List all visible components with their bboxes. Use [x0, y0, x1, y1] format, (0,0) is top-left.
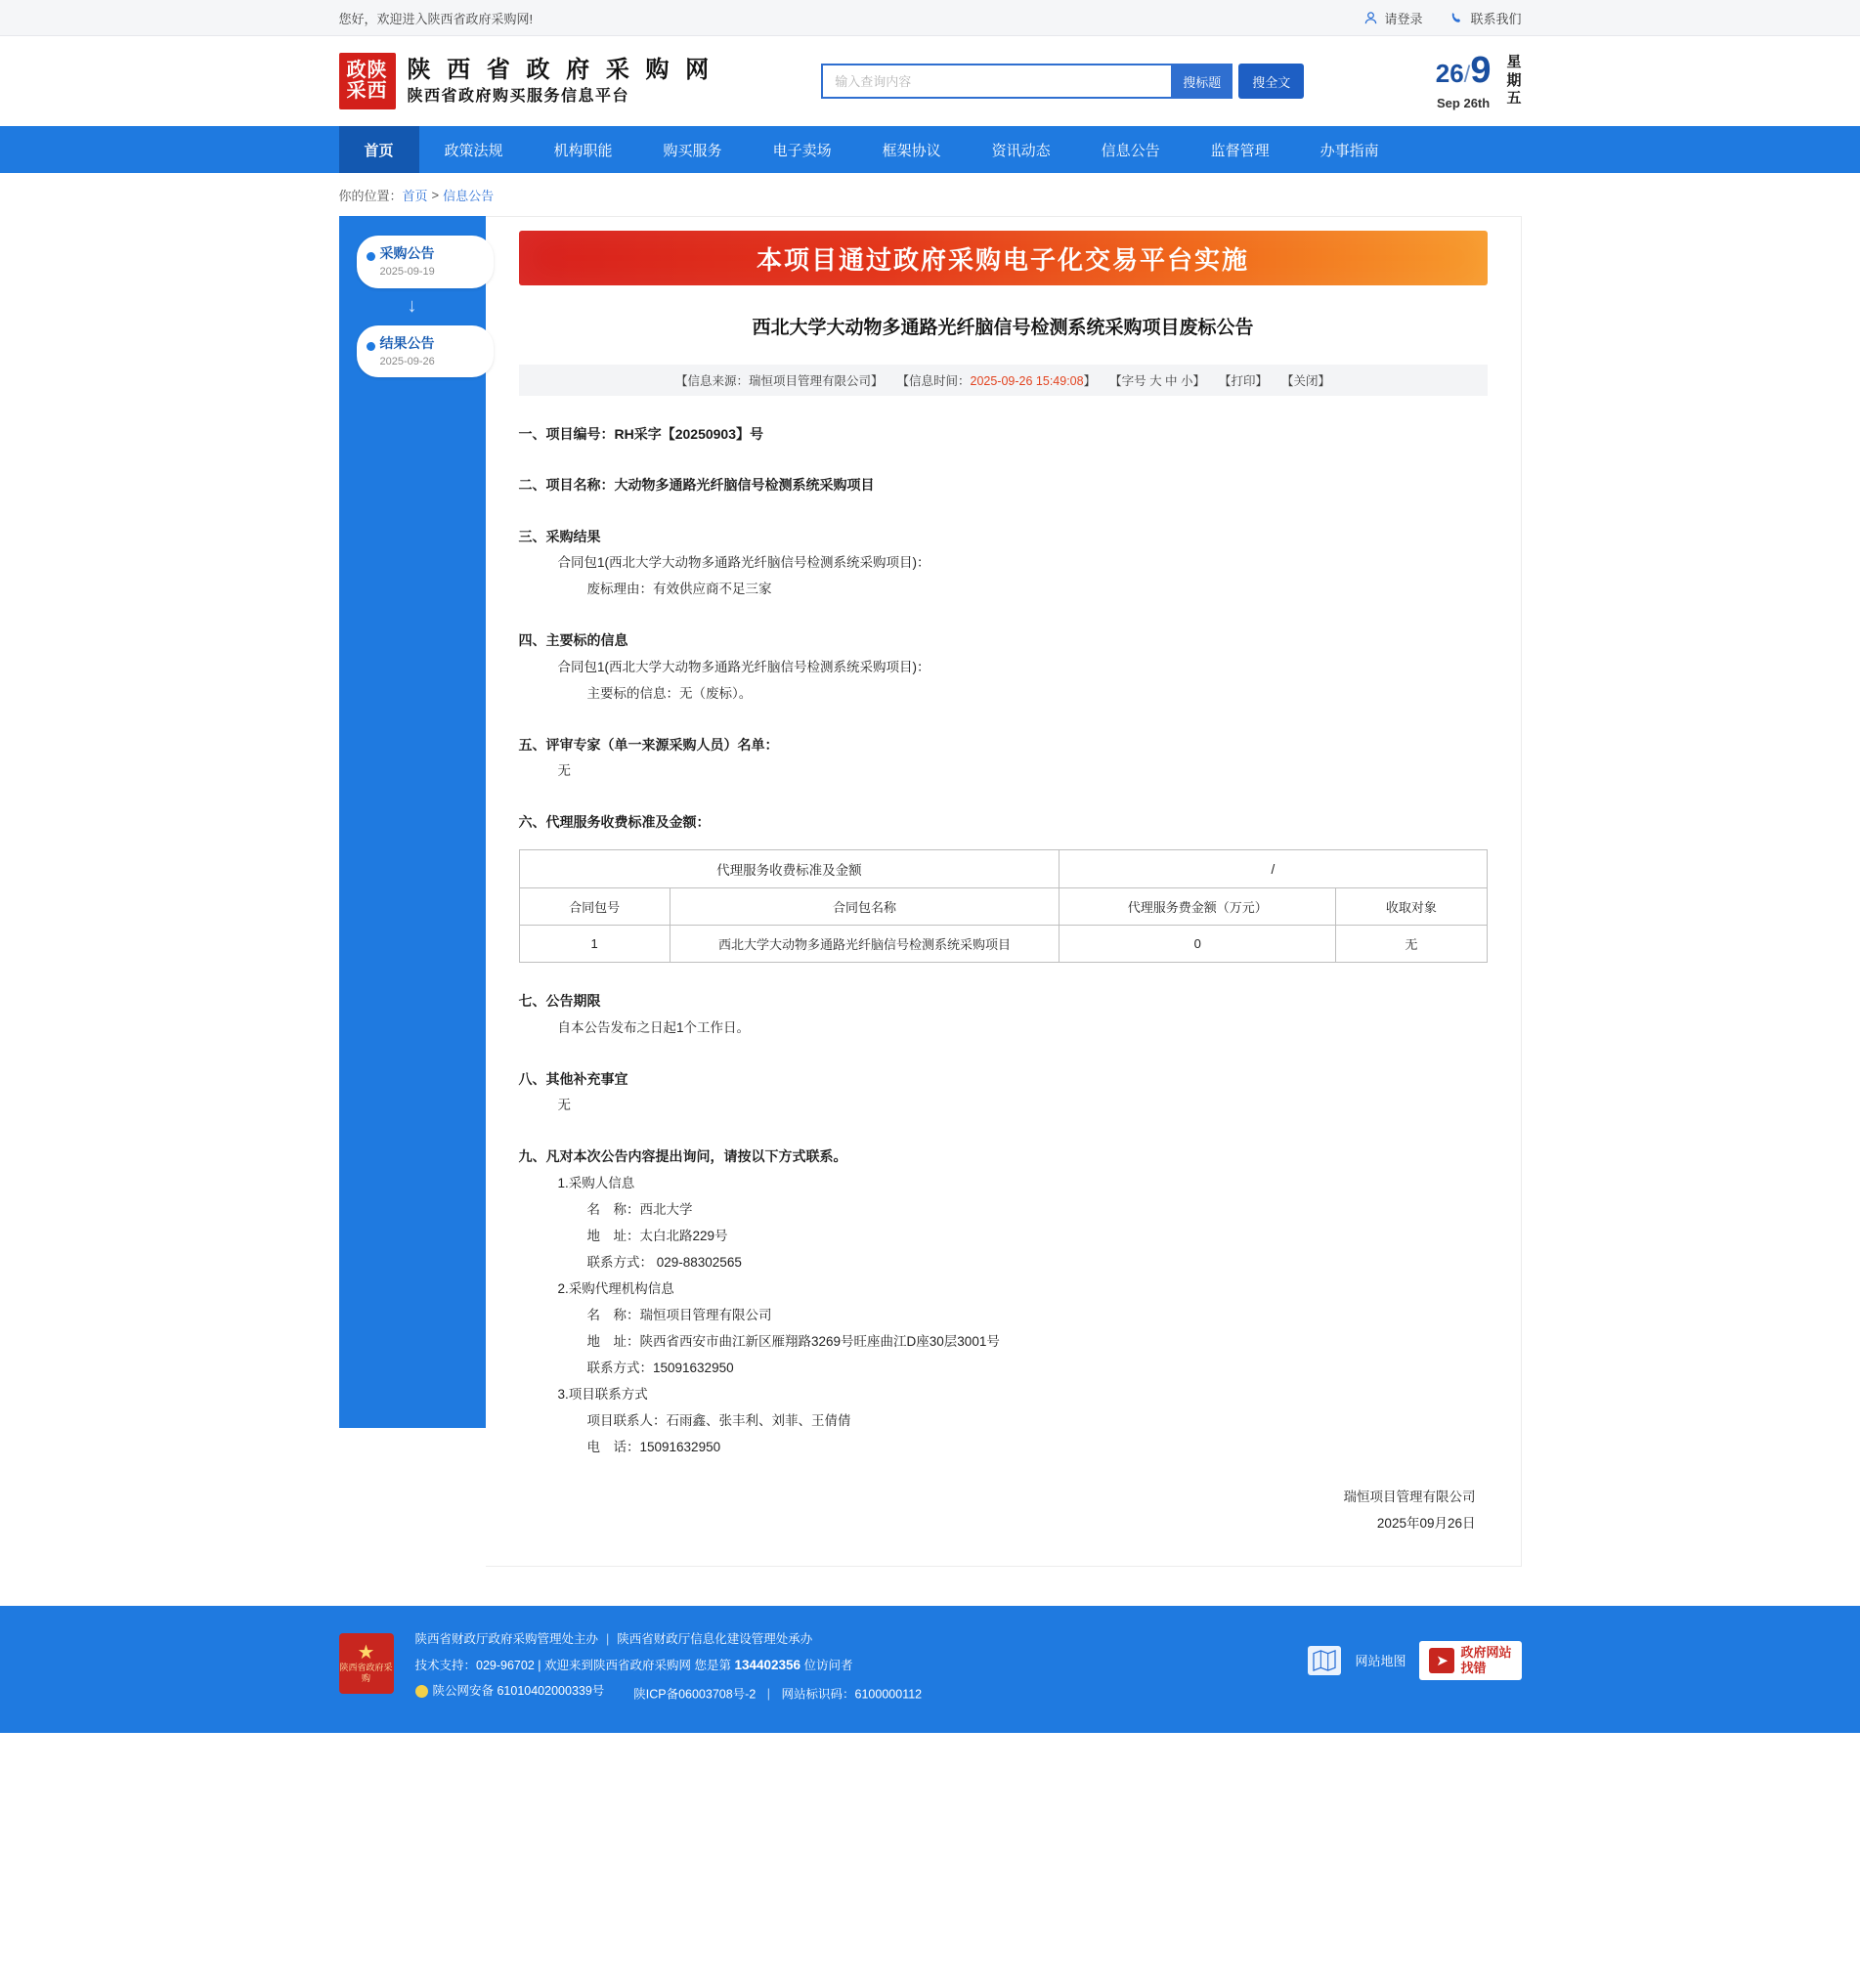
section-line: 项目联系人：石雨鑫、张丰利、刘菲、王倩倩: [586, 1412, 851, 1428]
meta-print[interactable]: 【打印】: [1219, 373, 1269, 388]
sitemap-icon[interactable]: [1308, 1646, 1341, 1675]
fee-table-cell: 1: [519, 926, 670, 963]
section-heading: 四、主要标的信息: [518, 632, 628, 649]
fee-table-cell: 0: [1060, 926, 1336, 963]
sidebar-item-date: 2025-09-19: [379, 266, 435, 278]
section-heading: 七、公告期限: [518, 993, 601, 1010]
doc-section: [519, 1066, 1488, 1119]
section-heading: 八、其他补充事宜: [518, 1070, 628, 1087]
section-heading: 五、评审专家（单一来源采购人员）名单：: [518, 736, 779, 753]
fee-table-header-cell: 代理服务费金额（万元）: [1060, 888, 1336, 926]
site-header: [0, 36, 1860, 126]
arrow-down-icon: ↓: [407, 294, 417, 317]
section-heading: 六、代理服务收费标准及金额：: [518, 814, 711, 831]
date-daymonth: 26/9: [1435, 50, 1492, 91]
section-line: 联系方式：15091632950: [586, 1360, 734, 1375]
nav-item-7[interactable]: 信息公告: [1101, 142, 1160, 159]
weekday-char2: 期: [1506, 71, 1522, 89]
welcome-text: 您好，欢迎进入陕西省政府采购网!: [338, 11, 534, 26]
phone-icon: [1449, 11, 1464, 25]
section-line: 无: [557, 763, 571, 779]
section-line: 联系方式： 029-88302565: [586, 1254, 742, 1270]
section-line: 主要标的信息：无（废标）。: [586, 685, 753, 701]
contact-label: 联系我们: [1470, 11, 1522, 26]
date-month: 9: [1470, 50, 1492, 91]
breadcrumb-current[interactable]: 信息公告: [443, 188, 495, 203]
top-bar: [0, 0, 1860, 36]
icp-link[interactable]: 陕ICP备06003708号-2: [633, 1687, 757, 1702]
breadcrumb-prefix: 你的位置：: [338, 188, 403, 203]
date-day: 26: [1435, 59, 1464, 88]
report-arrow-icon: ➤: [1429, 1648, 1454, 1673]
nav-item-0[interactable]: 首页: [339, 126, 419, 173]
footer-line-3: 陕公网安备 61010402000339号 陕ICP备06003708号-2 | 网站标识码：6100000112: [415, 1679, 1287, 1707]
page-title: 西北大学大动物多通路光纤脑信号检测系统采购项目废标公告: [752, 318, 1254, 338]
doc-section: [519, 809, 1488, 836]
section-line: 电 话：15091632950: [586, 1439, 721, 1454]
platform-banner: 本项目通过政府采购电子化交易平台实施: [519, 231, 1488, 285]
main-nav: [0, 126, 1860, 173]
search-input[interactable]: [821, 64, 1171, 99]
sidebar-item-title: 结果公告: [379, 334, 435, 351]
bullet-icon: [367, 342, 375, 351]
section-line: 名 称：瑞恒项目管理有限公司: [586, 1307, 772, 1322]
doc-section: [519, 627, 1488, 707]
footer-line-1: 陕西省财政厅政府采购管理处主办 | 陕西省财政厅信息化建设管理处承办: [414, 1631, 813, 1646]
meta-time: 【信息时间：2025-09-26 15:49:08】: [896, 373, 1097, 388]
signature-date: 2025年09月26日: [1376, 1515, 1476, 1531]
site-logo[interactable]: [339, 53, 714, 109]
section-heading: 一、项目编号：RH采字【20250903】号: [518, 425, 764, 442]
meta-source: 【信息来源：瑞恒项目管理有限公司】: [674, 373, 884, 388]
meta-fontsize[interactable]: 【字号 大 中 小】: [1109, 373, 1206, 388]
gov-website-report-badge[interactable]: [1419, 1641, 1521, 1680]
sidebar-item-result-notice[interactable]: [357, 325, 494, 378]
nav-item-3[interactable]: 购买服务: [663, 142, 722, 159]
nav-item-6[interactable]: 资讯动态: [991, 142, 1051, 159]
breadcrumb: [339, 173, 1522, 216]
search-fulltext-button[interactable]: 搜全文: [1238, 64, 1304, 99]
section-line: 合同包1(西北大学大动物多通路光纤脑信号检测系统采购项目)：: [557, 659, 930, 674]
site-footer: [0, 1606, 1860, 1733]
logo-mark-icon: [339, 53, 396, 109]
sidebar-item-date: 2025-09-26: [379, 355, 435, 367]
star-icon: ★: [357, 1641, 375, 1664]
meta-close[interactable]: 【关闭】: [1281, 373, 1331, 388]
date-english: Sep 26th: [1437, 96, 1491, 110]
section-heading: 三、采购结果: [518, 528, 601, 544]
weekday-char1: 星: [1506, 53, 1522, 70]
fee-table-title-value: /: [1060, 850, 1487, 888]
logo-mark-line2: 采西: [346, 80, 388, 102]
doc-section: [519, 1144, 1488, 1460]
sidebar-item-purchase-notice[interactable]: [357, 236, 494, 288]
site-code: 网站标识码：6100000112: [781, 1687, 923, 1702]
breadcrumb-sep: >: [431, 187, 440, 202]
section-line: 3.项目联系方式: [557, 1386, 648, 1402]
doc-section: [519, 524, 1488, 603]
fee-table-header-cell: 收取对象: [1336, 888, 1487, 926]
doc-section: [519, 421, 1488, 448]
section-line: 1.采购人信息: [557, 1175, 635, 1190]
weekday-char3: 五: [1506, 90, 1522, 108]
footer-line-2: 技术支持：029-96702 | 欢迎来到陕西省政府采购网 您是第 134402356 位访问者: [414, 1658, 853, 1673]
section-line: 名 称：西北大学: [586, 1201, 693, 1217]
fee-table-header-cell: 合同包号: [519, 888, 670, 926]
emblem-text: 陕西省政府采购: [339, 1662, 393, 1683]
nav-item-5[interactable]: 框架协议: [882, 142, 941, 159]
date-block: [1436, 52, 1522, 110]
breadcrumb-home[interactable]: 首页: [402, 188, 428, 203]
sitemap-label[interactable]: 网站地图: [1355, 1654, 1406, 1669]
doc-section: [519, 472, 1488, 498]
police-emblem-icon: [339, 1633, 394, 1694]
search-block: [821, 64, 1304, 99]
gov-badge-line1: 政府网站: [1460, 1645, 1512, 1661]
police-record-link[interactable]: 陕公网安备 61010402000339号: [415, 1679, 605, 1705]
nav-item-2[interactable]: 机构职能: [553, 142, 613, 159]
section-heading: 九、凡对本次公告内容提出询问，请按以下方式联系。: [518, 1148, 847, 1165]
section-line: 2.采购代理机构信息: [557, 1280, 674, 1296]
fee-table-header-cell: 合同包名称: [670, 888, 1060, 926]
section-line: 地 址：太白北路229号: [586, 1228, 728, 1243]
section-line: 合同包1(西北大学大动物多通路光纤脑信号检测系统采购项目)：: [557, 555, 930, 571]
nav-item-9[interactable]: 办事指南: [1319, 142, 1379, 159]
fee-table-title: 代理服务收费标准及金额: [519, 850, 1060, 888]
announcement-document: [486, 216, 1522, 1567]
section-line: 自本公告发布之日起1个工作日。: [557, 1019, 751, 1035]
section-line: 地 址：陕西省西安市曲江新区雁翔路3269号旺座曲江D座30层3001号: [586, 1333, 1000, 1349]
logo-subtitle: 陕西省政府购买服务信息平台: [407, 88, 630, 105]
police-badge-icon: [415, 1685, 428, 1698]
signature-org: 瑞恒项目管理有限公司: [1343, 1489, 1476, 1504]
table-header-row: [519, 888, 1487, 926]
gov-badge-line2: 找错: [1460, 1660, 1487, 1675]
login-link[interactable]: [1363, 9, 1422, 27]
doc-section: [519, 732, 1488, 785]
nav-item-1[interactable]: 政策法规: [444, 142, 503, 159]
fee-table: [519, 849, 1488, 963]
weekday-label: [1506, 54, 1521, 108]
section-line: 无: [557, 1098, 571, 1113]
section-line: 废标理由：有效供应商不足三家: [586, 582, 772, 597]
sidebar: [339, 216, 486, 1428]
doc-section: [519, 988, 1488, 1041]
section-heading: 二、项目名称：大动物多通路光纤脑信号检测系统采购项目: [518, 477, 875, 494]
contact-link[interactable]: [1449, 9, 1521, 27]
search-title-button[interactable]: 搜标题: [1171, 64, 1233, 99]
table-row: [519, 850, 1487, 888]
content-area: [339, 216, 1522, 1606]
logo-title: 陕 西 省 政 府 采 购 网: [407, 56, 714, 83]
nav-item-8[interactable]: 监督管理: [1210, 142, 1270, 159]
sidebar-item-title: 采购公告: [379, 245, 435, 261]
table-row: [519, 926, 1487, 963]
logo-mark-line1: 政陕: [346, 60, 388, 81]
meta-bar: [519, 365, 1488, 396]
bullet-icon: [367, 252, 375, 261]
nav-item-4[interactable]: 电子卖场: [772, 142, 832, 159]
fee-table-cell: 西北大学大动物多通路光纤脑信号检测系统采购项目: [670, 926, 1060, 963]
user-icon: [1363, 11, 1378, 25]
login-label: 请登录: [1384, 11, 1423, 26]
fee-table-cell: 无: [1336, 926, 1487, 963]
